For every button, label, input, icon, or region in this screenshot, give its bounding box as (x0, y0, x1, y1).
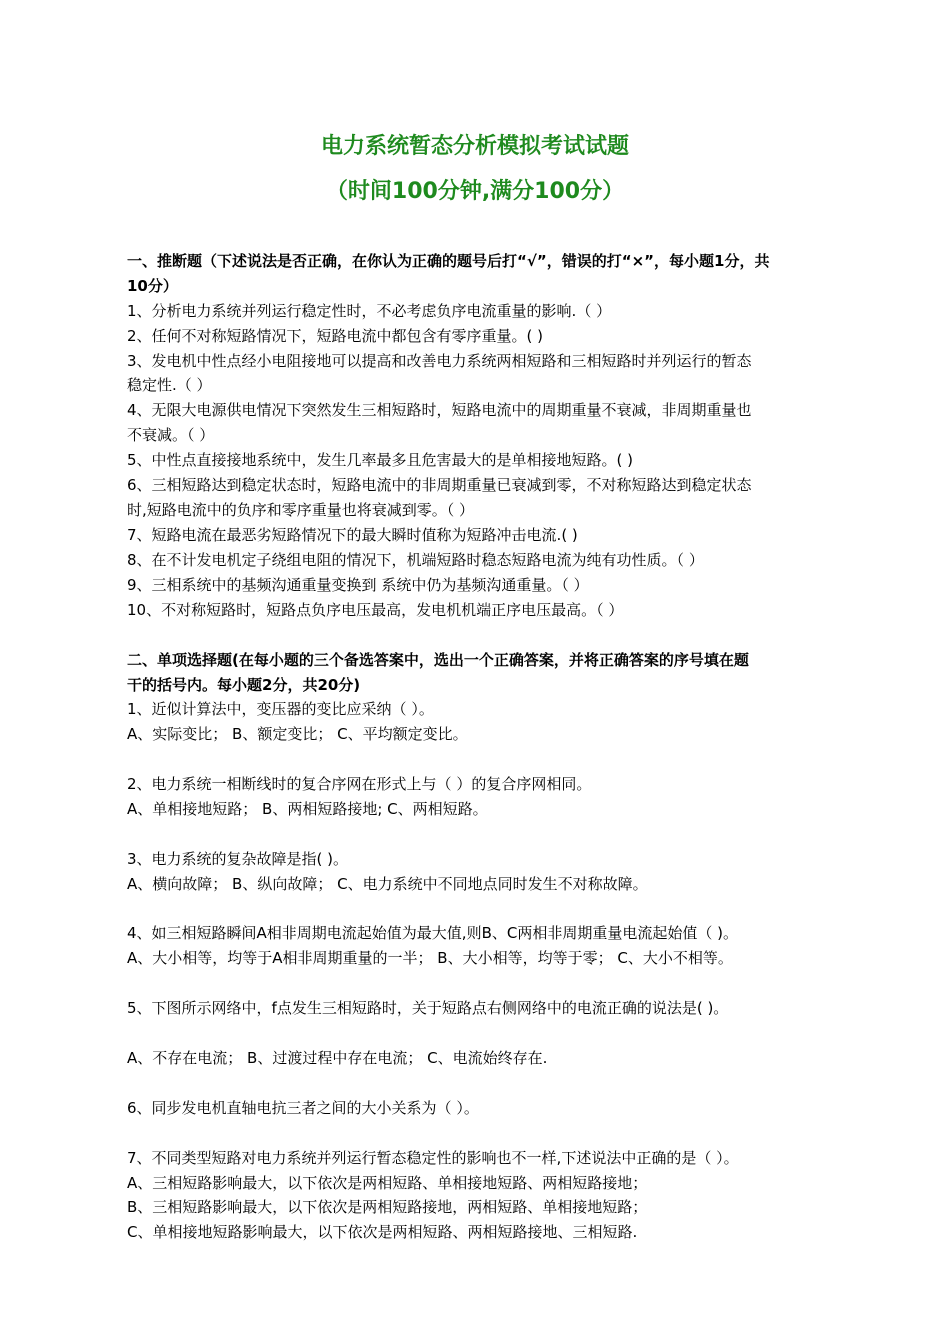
judge-item-9: 9、三相系统中的基频沟通重量变换到 系统中仍为基频沟通重量。（ ） (127, 576, 589, 594)
choice-q2: 2、电力系统一相断线时的复合序网在形式上与（ ）的复合序网相同。 (127, 775, 592, 793)
choice-q5-options: A、不存在电流； B、过渡过程中存在电流； C、电流始终存在. (127, 1049, 548, 1067)
choice-q2-options: A、单相接地短路； B、两相短路接地; C、两相短路。 (127, 800, 488, 818)
choice-q4-options: A、大小相等，均等于A相非周期重量的一半； B、大小相等，均等于零； C、大小不相等。 (127, 949, 733, 967)
choice-q6: 6、同步发电机直轴电抗三者之间的大小关系为（ ）。 (127, 1099, 479, 1117)
choice-q1: 1、近似计算法中，变压器的变比应采纳（ ）。 (127, 700, 434, 718)
choice-q7-option-b: B、三相短路影响最大，以下依次是两相短路接地，两相短路、单相接地短路； (127, 1198, 648, 1216)
section1-heading: 一、推断题（下述说法是否正确，在你认为正确的题号后打“√”，错误的打“×”，每小题1分，共 (127, 252, 770, 270)
judge-item-4: 4、无限大电源供电情况下突然发生三相短路时，短路电流中的周期重量不衰减，非周期重量也 (127, 401, 752, 419)
section1-heading-cont: 10分） (127, 277, 178, 295)
judge-item-3-cont: 稳定性.（ ） (127, 376, 212, 394)
choice-q7-option-a: A、三相短路影响最大，以下依次是两相短路、单相接地短路、两相短路接地； (127, 1174, 648, 1192)
choice-q4: 4、如三相短路瞬间A相非周期电流起始值为最大值,则B、C两相非周期重量电流起始值（ )。 (127, 924, 738, 942)
judge-item-6: 6、三相短路达到稳定状态时，短路电流中的非周期重量已衰减到零，不对称短路达到稳定状态 (127, 476, 752, 494)
judge-item-6-cont: 时,短路电流中的负序和零序重量也将衰减到零。（ ） (127, 501, 475, 519)
choice-q5: 5、下图所示网络中，f点发生三相短路时，关于短路点右侧网络中的电流正确的说法是( )。 (127, 999, 729, 1017)
judge-item-8: 8、在不计发电机定子绕组电阻的情况下，机端短路时稳态短路电流为纯有功性质。（ ） (127, 551, 704, 569)
exam-title: 电力系统暂态分析模拟考试试题 (320, 134, 629, 159)
judge-item-10: 10、不对称短路时，短路点负序电压最高，发电机机端正序电压最高。（ ） (127, 601, 624, 619)
judge-item-5: 5、中性点直接接地系统中，发生几率最多且危害最大的是单相接地短路。( ) (127, 451, 634, 469)
choice-q7-option-c: C、单相接地短路影响最大，以下依次是两相短路、两相短路接地、三相短路. (127, 1223, 638, 1241)
judge-item-2: 2、任何不对称短路情况下，短路电流中都包含有零序重量。( ) (127, 327, 544, 345)
judge-item-7: 7、短路电流在最恶劣短路情况下的最大瞬时值称为短路冲击电流.( ) (127, 526, 578, 544)
choice-q3-options: A、横向故障； B、纵向故障； C、电力系统中不同地点同时发生不对称故障。 (127, 875, 648, 893)
judge-item-1: 1、分析电力系统并列运行稳定性时，不必考虑负序电流重量的影响.（ ） (127, 302, 612, 320)
section2-heading-cont: 干的括号内。每小题2分，共20分) (127, 676, 361, 694)
choice-q7: 7、不同类型短路对电力系统并列运行暂态稳定性的影响也不一样,下述说法中正确的是（ ）。 (127, 1149, 739, 1167)
judge-item-4-cont: 不衰减。（ ） (127, 426, 215, 444)
judge-item-3: 3、发电机中性点经小电阻接地可以提高和改善电力系统两相短路和三相短路时并列运行的暂态 (127, 352, 752, 370)
exam-subtitle: （时间100分钟,满分100分） (325, 179, 625, 204)
choice-q3: 3、电力系统的复杂故障是指( )。 (127, 850, 349, 868)
section2-heading: 二、单项选择题(在每小题的三个备选答案中，选出一个正确答案，并将正确答案的序号填在题 (127, 651, 749, 669)
choice-q1-options: A、实际变比； B、额定变比； C、平均额定变比。 (127, 725, 468, 743)
